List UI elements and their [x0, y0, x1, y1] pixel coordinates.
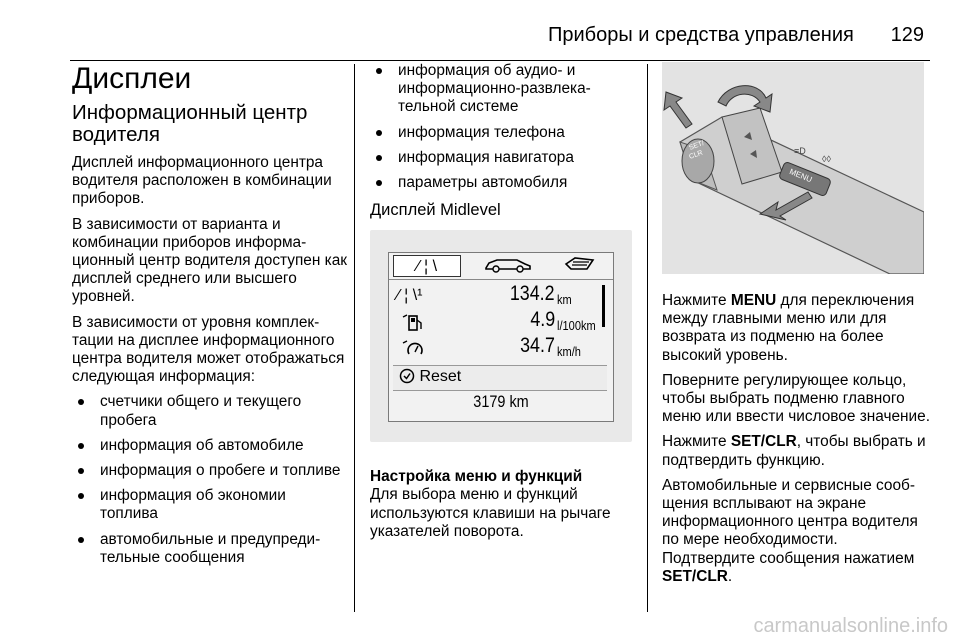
speedometer-icon: [397, 339, 437, 364]
column-2: [370, 62, 640, 548]
list-item: счетчики общего и текущего пробега: [72, 393, 347, 429]
display-tabs: [389, 253, 613, 279]
subsection-title: Информационный центр водителя: [72, 101, 308, 146]
paragraph: В зависимости от уровня комплектации на дисплее информационного центра водителя может отображаться следующая информация:: [72, 313, 345, 386]
distance-unit: km: [557, 292, 572, 308]
speed-unit: km/h: [557, 344, 581, 360]
odometer-value: 3179 km: [473, 392, 529, 412]
paragraph: В зависимости от варианта и комбинации приборов информационный центр водителя доступен как дисплей среднего или высшего уровней.: [72, 215, 347, 306]
list-item: информация об экономии топлива: [72, 487, 347, 523]
bullet-icon: [78, 468, 84, 474]
check-circle-icon: [399, 368, 415, 384]
paragraph: Дисплей информационного центра водителя расположен в комбинации приборов.: [72, 154, 332, 208]
consumption-value: 4.9: [530, 308, 555, 332]
key-menu: MENU: [730, 292, 777, 309]
svg-text:◊◊: ◊◊: [822, 154, 831, 164]
display-row-consumption: [397, 308, 597, 337]
display-row-speed: [397, 334, 597, 363]
page-number: 129: [890, 24, 924, 46]
fuel-pump-icon: [397, 313, 437, 338]
trip-icon: ⁄ ¦ \¹: [397, 287, 423, 305]
reset-label: Reset: [399, 368, 461, 386]
section-title: Дисплеи: [72, 62, 192, 95]
svg-text:≡D: ≡D: [794, 146, 806, 156]
paragraph: Нажмите MENU для переключения между главными меню или для возврата из подменю на более высокий уровень.: [662, 292, 915, 364]
bullet-list: [370, 62, 640, 192]
tab-vehicle: [473, 255, 543, 277]
bullet-icon: [376, 180, 382, 186]
header-rule: [70, 60, 930, 61]
paragraph: Нажмите SET/CLR, чтобы выбрать и подтвердить функцию.: [662, 433, 926, 469]
reset-row: [393, 365, 607, 391]
bullet-list: [72, 393, 347, 567]
paragraph: Автомобильные и сервисные сообщения всплывают на экране информационного центра водителя по мере необходимости. Подтвердите сообщения нажатием SET/CLR.: [662, 476, 918, 585]
tab-trip: ⁄ ¦ \: [393, 255, 461, 277]
display-row-distance: [397, 282, 597, 311]
column-divider-2: [647, 64, 648, 612]
bullet-icon: [78, 443, 84, 449]
distance-value: 134.2: [510, 282, 555, 306]
display-scrollbar: [602, 285, 605, 327]
svg-text:MENU: MENU: [788, 167, 814, 185]
watermark: carmanualsonline.info: [753, 615, 948, 637]
svg-text:CLR: CLR: [688, 149, 704, 161]
list-item: параметры автомобиля: [370, 174, 640, 192]
subheading-menu-settings: Настройка меню и функций: [370, 468, 583, 486]
consumption-unit: l/100km: [557, 318, 596, 334]
column-1: [72, 62, 347, 574]
bullet-icon: [78, 493, 84, 499]
display-screen: [388, 252, 614, 422]
key-set-clr: SET/CLR: [662, 567, 728, 585]
list-item: информация о пробеге и топливе: [72, 462, 347, 480]
bullet-icon: [376, 68, 382, 74]
list-item: информация навигатора: [370, 149, 640, 167]
tab-eco: [551, 255, 609, 277]
header-title: Приборы и средства управления: [548, 24, 854, 46]
page-header: [548, 24, 928, 54]
column-divider-1: [354, 64, 355, 612]
bullet-icon: [376, 130, 382, 136]
display-title: Дисплей Midlevel: [370, 201, 501, 220]
key-set-clr: SET/CLR: [730, 433, 797, 451]
midlevel-display-illustration: [370, 230, 632, 442]
bullet-icon: [78, 537, 84, 543]
list-item: информация об аудио- и информационно-развлекательной системе: [370, 62, 640, 117]
list-item: автомобильные и предупредительные сообщения: [72, 531, 347, 567]
eco-icon: [563, 255, 597, 273]
paragraph: Для выбора меню и функций используются клавиши на рычаге указателей поворота.: [370, 486, 611, 540]
stalk-drawing: [662, 62, 924, 274]
bullet-icon: [376, 155, 382, 161]
paragraph: Поверните регулирующее кольцо, чтобы выбрать подменю главного меню или ввести числовое значение.: [662, 371, 930, 426]
tab-divider: [389, 279, 613, 280]
svg-text:SET/: SET/: [688, 139, 706, 152]
list-item: информация телефона: [370, 124, 640, 142]
column-3: [662, 62, 932, 593]
car-icon: [483, 255, 533, 273]
bullet-icon: [78, 399, 84, 405]
turn-signal-stalk-illustration: [662, 62, 924, 274]
list-item: информация об автомобиле: [72, 437, 347, 455]
speed-value: 34.7: [520, 334, 555, 358]
